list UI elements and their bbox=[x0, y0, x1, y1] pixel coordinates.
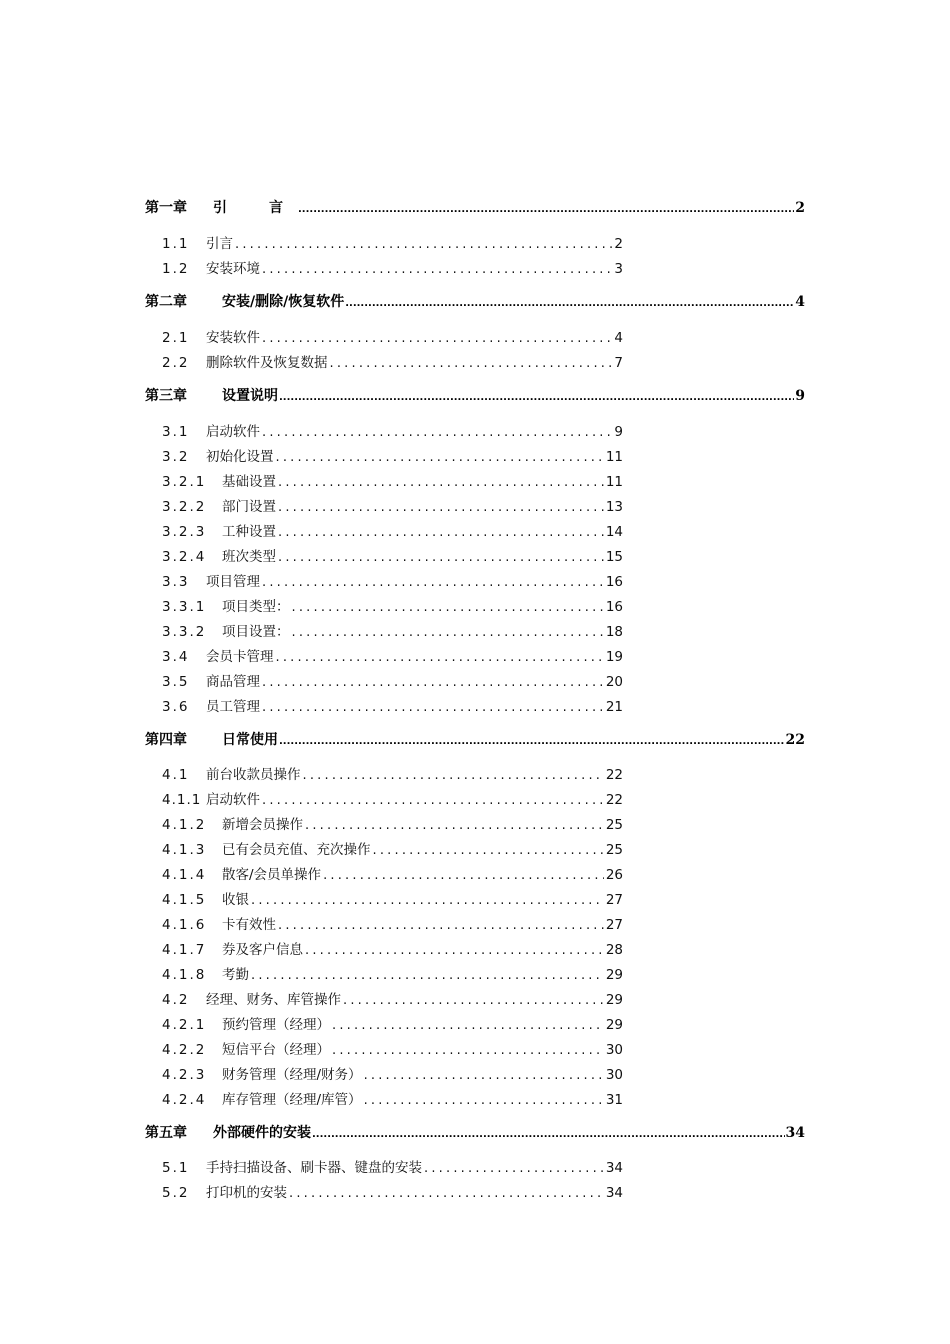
entry-title: 删除软件及恢复数据 bbox=[206, 355, 328, 371]
entry-title: 部门设置 bbox=[222, 499, 276, 515]
entry-page-number: 2 bbox=[614, 236, 623, 252]
dot-leader bbox=[262, 700, 604, 715]
entry-number: 3.6 bbox=[162, 699, 190, 715]
toc-entry[interactable] bbox=[162, 495, 623, 515]
entry-title: 券及客户信息 bbox=[222, 942, 303, 958]
toc-entry[interactable] bbox=[162, 520, 623, 540]
toc-entry[interactable] bbox=[162, 470, 623, 490]
toc-entry[interactable] bbox=[162, 963, 623, 983]
dot-leader bbox=[235, 237, 612, 252]
entry-page-number: 9 bbox=[614, 424, 623, 440]
dot-leader bbox=[262, 331, 612, 346]
dot-leader bbox=[262, 262, 612, 277]
entry-title: 新增会员操作 bbox=[222, 817, 303, 833]
toc-entry[interactable] bbox=[162, 232, 623, 252]
entry-number: 5.2 bbox=[162, 1185, 190, 1201]
toc-entry[interactable] bbox=[162, 1063, 623, 1083]
chapter-title: 引 言 bbox=[213, 200, 297, 216]
dot-leader bbox=[424, 1161, 604, 1176]
entry-title: 会员卡管理 bbox=[206, 649, 274, 665]
entry-page-number: 27 bbox=[605, 917, 623, 933]
entry-number: 3.2.3 bbox=[162, 524, 207, 540]
entry-title: 短信平台（经理） bbox=[222, 1042, 330, 1058]
toc-entry[interactable] bbox=[162, 813, 623, 833]
toc-entry[interactable] bbox=[162, 838, 623, 858]
entry-title: 考勤 bbox=[222, 967, 249, 983]
entry-page-number: 25 bbox=[605, 817, 623, 833]
toc-entry[interactable] bbox=[162, 1088, 623, 1108]
entry-number: 2.2 bbox=[162, 355, 190, 371]
chapter-number: 第四章 bbox=[145, 732, 187, 748]
dot-leader bbox=[276, 450, 604, 465]
dot-leader bbox=[278, 525, 604, 540]
entry-number: 4.1.8 bbox=[162, 967, 207, 983]
entry-page-number: 18 bbox=[605, 624, 623, 640]
entry-title: 引言 bbox=[206, 236, 233, 252]
toc-entry[interactable] bbox=[162, 420, 623, 440]
entry-page-number: 34 bbox=[605, 1185, 623, 1201]
chapter-number: 第五章 bbox=[145, 1125, 187, 1141]
entry-title: 库存管理（经理/库管） bbox=[222, 1092, 362, 1108]
entry-title: 预约管理（经理） bbox=[222, 1017, 330, 1033]
toc-chapter-3[interactable] bbox=[145, 385, 805, 405]
entry-number: 3.4 bbox=[162, 649, 190, 665]
toc-entry[interactable] bbox=[162, 257, 623, 277]
entry-page-number: 28 bbox=[605, 942, 623, 958]
entry-title: 初始化设置 bbox=[206, 449, 274, 465]
chapter-number: 第二章 bbox=[145, 294, 187, 310]
chapter-page-number: 4 bbox=[795, 294, 805, 310]
dot-leader bbox=[262, 575, 604, 590]
entry-title: 卡有效性 bbox=[222, 917, 276, 933]
toc-entry[interactable] bbox=[162, 763, 623, 783]
entry-page-number: 27 bbox=[605, 892, 623, 908]
dot-leader bbox=[278, 475, 604, 490]
dot-leader bbox=[332, 1043, 604, 1058]
entry-number: 4.2.2 bbox=[162, 1042, 207, 1058]
entry-page-number: 30 bbox=[605, 1067, 623, 1083]
dot-leader bbox=[305, 818, 604, 833]
dot-leader bbox=[330, 356, 613, 371]
entry-number: 4.1.2 bbox=[162, 817, 207, 833]
entry-number: 4.1.4 bbox=[162, 867, 207, 883]
entry-page-number: 4 bbox=[614, 330, 623, 346]
dot-leader bbox=[343, 993, 604, 1008]
entry-page-number: 29 bbox=[605, 967, 623, 983]
entry-page-number: 22 bbox=[605, 792, 623, 808]
entry-title: 项目管理 bbox=[206, 574, 260, 590]
entry-page-number: 34 bbox=[605, 1160, 623, 1176]
entry-page-number: 7 bbox=[614, 355, 623, 371]
dot-leader bbox=[303, 768, 604, 783]
toc-chapter-1[interactable] bbox=[145, 197, 805, 217]
entry-number: 2.1 bbox=[162, 330, 190, 346]
dot-leader bbox=[323, 868, 604, 883]
entry-page-number: 19 bbox=[605, 649, 623, 665]
entry-number: 3.3 bbox=[162, 574, 190, 590]
entry-title: 基础设置 bbox=[222, 474, 276, 490]
entry-page-number: 25 bbox=[605, 842, 623, 858]
dot-leader bbox=[262, 425, 612, 440]
dot-leader bbox=[373, 843, 604, 858]
entry-number: 4.1.3 bbox=[162, 842, 207, 858]
dot-leader bbox=[289, 1186, 604, 1201]
entry-title: 经理、财务、库管操作 bbox=[206, 992, 341, 1008]
entry-title: 财务管理（经理/财务） bbox=[222, 1067, 362, 1083]
entry-title: 项目类型： bbox=[222, 599, 290, 615]
toc-entry[interactable] bbox=[162, 595, 623, 615]
toc-entry[interactable] bbox=[162, 1038, 623, 1058]
entry-number: 3.2.1 bbox=[162, 474, 207, 490]
entry-page-number: 3 bbox=[614, 261, 623, 277]
entry-number: 5.1 bbox=[162, 1160, 190, 1176]
dot-leader bbox=[305, 943, 604, 958]
toc-entry[interactable] bbox=[162, 988, 623, 1008]
toc-entry[interactable] bbox=[162, 670, 623, 690]
entry-title: 班次类型 bbox=[222, 549, 276, 565]
toc-entry[interactable] bbox=[162, 695, 623, 715]
chapter-number: 第三章 bbox=[145, 388, 187, 404]
toc-entry[interactable] bbox=[162, 888, 623, 908]
chapter-title: 安装/删除/恢复软件 bbox=[222, 294, 345, 310]
entry-number: 1.1 bbox=[162, 236, 190, 252]
entry-page-number: 16 bbox=[605, 574, 623, 590]
entry-page-number: 13 bbox=[605, 499, 623, 515]
toc-entry[interactable] bbox=[162, 1013, 623, 1033]
dot-leader bbox=[279, 392, 794, 403]
entry-number: 4.1 bbox=[162, 767, 190, 783]
toc-chapter-5[interactable] bbox=[145, 1122, 805, 1142]
dot-leader bbox=[292, 625, 604, 640]
dot-leader bbox=[332, 1018, 604, 1033]
entry-title: 打印机的安装 bbox=[206, 1185, 287, 1201]
entry-title: 收银 bbox=[222, 892, 249, 908]
entry-number: 3.3.2 bbox=[162, 624, 207, 640]
entry-number: 4.2.3 bbox=[162, 1067, 207, 1083]
chapter-title: 日常使用 bbox=[222, 732, 278, 748]
toc-chapter-4[interactable] bbox=[145, 729, 805, 749]
dot-leader bbox=[251, 968, 604, 983]
entry-number: 1.2 bbox=[162, 261, 190, 277]
entry-number: 4.2 bbox=[162, 992, 190, 1008]
dot-leader bbox=[364, 1068, 604, 1083]
entry-number: 4.1.6 bbox=[162, 917, 207, 933]
entry-number: 4.1.1 bbox=[162, 792, 202, 808]
dot-leader bbox=[278, 918, 604, 933]
dot-leader bbox=[292, 600, 604, 615]
chapter-title: 设置说明 bbox=[222, 388, 278, 404]
entry-title: 启动软件 bbox=[206, 424, 260, 440]
entry-page-number: 30 bbox=[605, 1042, 623, 1058]
toc-entry[interactable] bbox=[162, 445, 623, 465]
entry-page-number: 26 bbox=[605, 867, 623, 883]
toc-entry[interactable] bbox=[162, 913, 623, 933]
dot-leader bbox=[276, 650, 604, 665]
entry-title: 前台收款员操作 bbox=[206, 767, 301, 783]
toc-chapter-2[interactable] bbox=[145, 291, 805, 311]
entry-page-number: 15 bbox=[605, 549, 623, 565]
entry-page-number: 29 bbox=[605, 992, 623, 1008]
chapter-title: 外部硬件的安装 bbox=[213, 1125, 311, 1141]
toc-entry[interactable] bbox=[162, 863, 623, 883]
toc-entry[interactable] bbox=[162, 1156, 623, 1176]
entry-number: 4.2.4 bbox=[162, 1092, 207, 1108]
entry-number: 3.2 bbox=[162, 449, 190, 465]
dot-leader bbox=[278, 500, 604, 515]
entry-title: 已有会员充值、充次操作 bbox=[222, 842, 371, 858]
entry-number: 3.2.4 bbox=[162, 549, 207, 565]
chapter-page-number: 22 bbox=[785, 732, 805, 748]
dot-leader bbox=[345, 298, 794, 309]
entry-number: 3.1 bbox=[162, 424, 190, 440]
entry-page-number: 14 bbox=[605, 524, 623, 540]
entry-title: 散客/会员单操作 bbox=[222, 867, 322, 883]
toc-entry[interactable] bbox=[162, 788, 623, 808]
entry-page-number: 16 bbox=[605, 599, 623, 615]
dot-leader bbox=[278, 550, 604, 565]
chapter-number: 第一章 bbox=[145, 200, 187, 216]
dot-leader bbox=[312, 1129, 785, 1140]
toc-entry[interactable] bbox=[162, 326, 623, 346]
entry-title: 项目设置： bbox=[222, 624, 290, 640]
toc-entry[interactable] bbox=[162, 545, 623, 565]
entry-title: 手持扫描设备、刷卡器、键盘的安装 bbox=[206, 1160, 422, 1176]
chapter-page-number: 2 bbox=[795, 200, 805, 216]
entry-title: 安装软件 bbox=[206, 330, 260, 346]
entry-title: 安装环境 bbox=[206, 261, 260, 277]
entry-page-number: 21 bbox=[605, 699, 623, 715]
dot-leader bbox=[262, 675, 604, 690]
entry-title: 商品管理 bbox=[206, 674, 260, 690]
toc-entry[interactable] bbox=[162, 570, 623, 590]
entry-title: 启动软件 bbox=[206, 792, 260, 808]
entry-page-number: 22 bbox=[605, 767, 623, 783]
entry-page-number: 29 bbox=[605, 1017, 623, 1033]
entry-title: 员工管理 bbox=[206, 699, 260, 715]
chapter-page-number: 9 bbox=[795, 388, 805, 404]
dot-leader bbox=[364, 1093, 604, 1108]
entry-title: 工种设置 bbox=[222, 524, 276, 540]
toc-entry[interactable] bbox=[162, 351, 623, 371]
entry-page-number: 11 bbox=[605, 449, 623, 465]
entry-number: 3.5 bbox=[162, 674, 190, 690]
entry-page-number: 20 bbox=[605, 674, 623, 690]
dot-leader bbox=[262, 793, 604, 808]
toc-entry[interactable] bbox=[162, 1181, 623, 1201]
dot-leader bbox=[251, 893, 604, 908]
entry-number: 4.2.1 bbox=[162, 1017, 207, 1033]
toc-entry[interactable] bbox=[162, 620, 623, 640]
entry-page-number: 31 bbox=[605, 1092, 623, 1108]
dot-leader bbox=[279, 736, 785, 747]
dot-leader bbox=[298, 204, 794, 215]
toc-entry[interactable] bbox=[162, 645, 623, 665]
entry-page-number: 11 bbox=[605, 474, 623, 490]
entry-number: 4.1.7 bbox=[162, 942, 207, 958]
entry-number: 4.1.5 bbox=[162, 892, 207, 908]
toc-entry[interactable] bbox=[162, 938, 623, 958]
entry-number: 3.2.2 bbox=[162, 499, 207, 515]
chapter-page-number: 34 bbox=[785, 1125, 805, 1141]
entry-number: 3.3.1 bbox=[162, 599, 207, 615]
